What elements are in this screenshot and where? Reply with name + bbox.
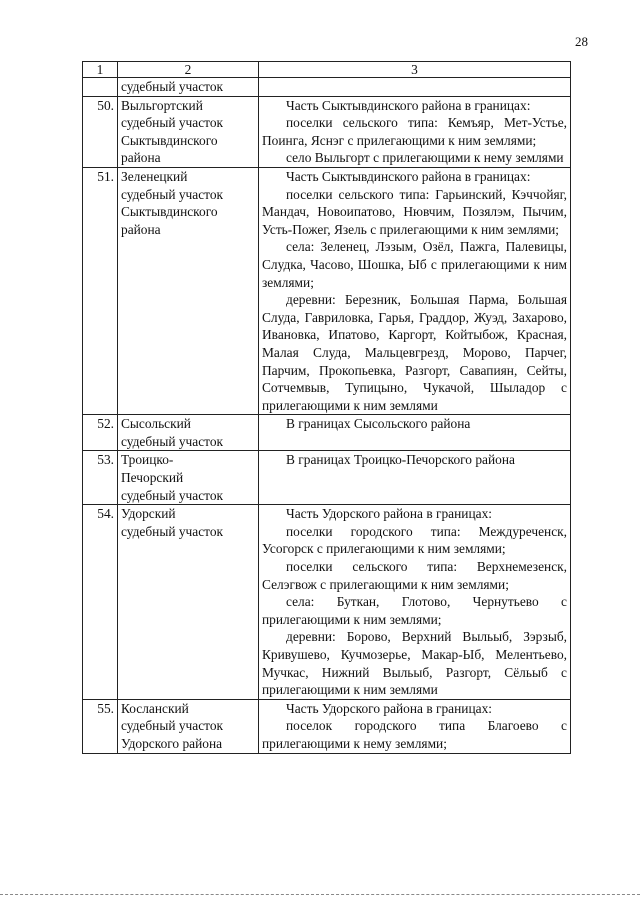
district-name-line: судебный участок bbox=[121, 523, 224, 539]
district-name-line: Удорский bbox=[121, 506, 176, 522]
table-row bbox=[83, 699, 571, 753]
boundary-paragraph: В границах Троицко-Печорского района bbox=[286, 452, 515, 468]
boundary-paragraph: поселки сельского типа: Гарьинский, Кэччойяг, Мандач, Новоипатово, Нювчим, Позялэм, Пычим, Усть-Пожег, Язель с прилегающими к ним землями; bbox=[262, 186, 567, 237]
district-name-line: Зеленецкий bbox=[121, 168, 188, 184]
district-name-line: судебный участок bbox=[121, 487, 224, 503]
district-boundaries-cell bbox=[259, 415, 571, 451]
district-name-line: судебный участок bbox=[121, 433, 224, 449]
district-name-line: района bbox=[121, 221, 161, 237]
row-number-cell: 52. bbox=[83, 415, 118, 451]
row-number-cell: 55. bbox=[83, 699, 118, 753]
district-boundaries-cell bbox=[259, 699, 571, 753]
district-name-cell bbox=[118, 699, 259, 753]
boundary-paragraph: Часть Удорского района в границах: bbox=[286, 700, 492, 716]
table-row bbox=[83, 167, 571, 414]
district-name-cell bbox=[118, 78, 259, 97]
district-boundaries-cell bbox=[259, 96, 571, 167]
court-districts-table bbox=[82, 61, 571, 754]
district-name-line: Выльгортский bbox=[121, 97, 203, 113]
column-header: 2 bbox=[118, 62, 259, 78]
district-boundaries-cell bbox=[259, 78, 571, 97]
district-name-cell bbox=[118, 96, 259, 167]
page-bottom-rule bbox=[0, 894, 640, 895]
boundary-paragraph: село Выльгорт с прилегающими к нему землями bbox=[286, 150, 564, 166]
boundary-paragraph: Часть Сыктывдинского района в границах: bbox=[286, 97, 531, 113]
table-row bbox=[83, 451, 571, 505]
district-boundaries-cell bbox=[259, 505, 571, 700]
boundary-paragraph: деревни: Березник, Большая Парма, Большая Слуда, Гавриловка, Гарья, Граддор, Жуэд, Захарово, Ивановка, Ипатово, Каргорт, Койтыбож, Красная, Малая Слуда, Мальцевгрезд, Морово, Парчег, Парчим, Прокопьевка, Разгорт, Савапиян, Сейты, Сотчемвыв, Тупицыно, Чукачой, Шыладор с прилегающими к ним землями bbox=[262, 292, 567, 413]
district-name-line: судебный участок bbox=[121, 115, 224, 131]
boundary-paragraph: поселки сельского типа: Верхнемезенск, Селэгвож с прилегающими к ним землями; bbox=[262, 559, 567, 592]
district-name-line: Печорский bbox=[121, 470, 184, 486]
page-number: 28 bbox=[575, 34, 588, 49]
district-boundaries-cell bbox=[259, 167, 571, 414]
district-name-cell bbox=[118, 415, 259, 451]
boundary-paragraph: поселки сельского типа: Кемъяр, Мет-Устье, Поинга, Яснэг с прилегающими к ним землями; bbox=[262, 115, 567, 148]
boundary-paragraph: поселки городского типа: Междуреченск, Усогорск с прилегающими к ним землями; bbox=[262, 523, 567, 557]
district-name-line: Удорского района bbox=[121, 735, 223, 751]
boundary-paragraph: В границах Сысольского района bbox=[286, 416, 471, 432]
continuation-row bbox=[83, 78, 571, 97]
district-name-cell bbox=[118, 451, 259, 505]
district-name-line: района bbox=[121, 150, 161, 166]
row-number-cell: 53. bbox=[83, 451, 118, 505]
column-header: 3 bbox=[259, 62, 571, 78]
column-header: 1 bbox=[83, 62, 118, 78]
boundary-paragraph: Часть Удорского района в границах: bbox=[286, 506, 492, 522]
district-boundaries-cell bbox=[259, 451, 571, 505]
district-name-cell bbox=[118, 167, 259, 414]
district-name-line: судебный участок bbox=[121, 718, 224, 734]
row-number-cell bbox=[83, 78, 118, 97]
boundary-paragraph: Часть Сыктывдинского района в границах: bbox=[286, 168, 531, 184]
district-name-line: Сыктывдинского bbox=[121, 204, 218, 220]
district-name-line: Троицко- bbox=[121, 452, 174, 468]
table-header-row bbox=[83, 62, 571, 78]
boundary-paragraph: деревни: Борово, Верхний Выльыб, Зэрзыб, Кривушево, Кучмозерье, Макар-Ыб, Мелентьево, Мучкас, Нижний Выльыб, Разгорт, Сёльыб с прилегающими к ним землями bbox=[262, 629, 567, 698]
table-body bbox=[83, 78, 571, 754]
district-name-line: Сыктывдинского bbox=[121, 132, 218, 148]
row-number-cell: 50. bbox=[83, 96, 118, 167]
table-row bbox=[83, 96, 571, 167]
boundary-paragraph: села: Буткан, Глотово, Чернутьево с прилегающими к ним землями; bbox=[262, 594, 567, 627]
table-row bbox=[83, 505, 571, 700]
district-name-line: Сысольский bbox=[121, 416, 191, 432]
district-name-line: Косланский bbox=[121, 700, 189, 716]
table-row bbox=[83, 415, 571, 451]
row-number-cell: 51. bbox=[83, 167, 118, 414]
district-name-line: судебный участок bbox=[121, 186, 224, 202]
district-name-line: судебный участок bbox=[121, 79, 224, 94]
boundary-paragraph: поселок городского типа Благоево с прилегающими к нему землями; bbox=[262, 718, 567, 751]
row-number-cell: 54. bbox=[83, 505, 118, 700]
boundary-paragraph: села: Зеленец, Лэзым, Озёл, Пажга, Палевицы, Слудка, Часово, Шошка, Ыб с прилегающими к ним землями; bbox=[262, 239, 567, 290]
district-name-cell bbox=[118, 505, 259, 700]
